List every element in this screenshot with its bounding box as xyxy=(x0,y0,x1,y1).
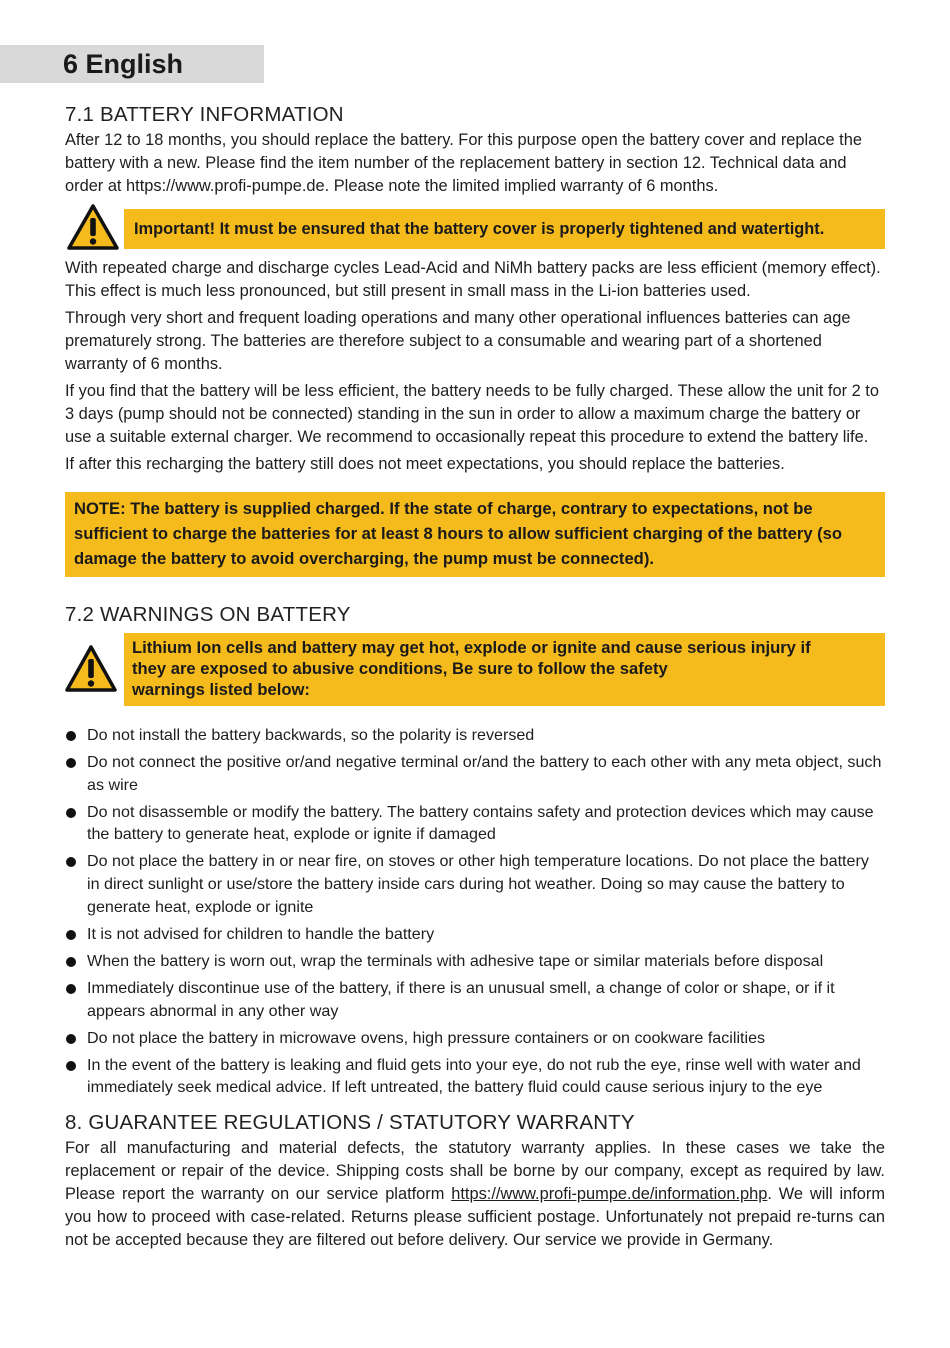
list-item: When the battery is worn out, wrap the terminals with adhesive tape or similar materials before disposal xyxy=(65,950,885,973)
note-callout: NOTE: The battery is supplied charged. If the state of charge, contrary to expectations, not be sufficient to charge the batteries for at least 8 hours to allow sufficient charging of the battery (so damage the battery to avoid overcharging, the pump must be connected). xyxy=(65,492,885,577)
section-7-1-intro: After 12 to 18 months, you should replace the battery. For this purpose open the battery cover and replace the battery with a new. Please find the item number of the replacement battery in section 12. Technical data and order at https://www.profi-pumpe.de. Please note the limited implied warranty of 6 months. xyxy=(65,131,862,195)
section-8-title: 8. GUARANTEE REGULATIONS / STATUTORY WARRANTY xyxy=(65,1110,635,1134)
service-platform-link[interactable]: https://www.profi-pumpe.de/information.php xyxy=(451,1184,768,1203)
section-7-1-para-3: If you find that the battery will be less efficient, the battery needs to be fully charged. These allow the unit for 2 to 3 days (pump should not be connected) standing in the sun in order to allow a maximum charge the battery or use a suitable external charger. We recommend to occasionally repeat this procedure to extend the battery life. xyxy=(65,382,879,446)
list-item: It is not advised for children to handle the battery xyxy=(65,923,885,946)
list-item: Do not place the battery in microwave ovens, high pressure containers or on cookware facilities xyxy=(65,1027,885,1050)
list-item: Do not disassemble or modify the battery. The battery contains safety and protection devices which may cause the battery to generate heat, explode or ignite if damaged xyxy=(65,801,885,846)
battery-warnings-list xyxy=(65,724,885,1099)
list-item: Do not connect the positive or/and negative terminal or/and the battery to each other with any meta object, such as wire xyxy=(65,751,885,796)
section-8-text-after-link: . We will inform you how to proceed with case-related. Returns please sufficient postage. Unfortunately not prepaid re-turns can not be accepted because they are filtered out before delivery. Our service we provide in Germany. xyxy=(65,1184,885,1249)
warning-triangle-icon xyxy=(67,204,119,250)
section-7-1-para-4: If after this recharging the battery still does not meet expectations, you should replace the batteries. xyxy=(65,455,785,473)
warning-triangle-icon xyxy=(65,645,117,693)
list-item: Do not place the battery in or near fire, on stoves or other high temperature locations. Do not place the battery in direct sunlight or use/store the battery inside cars during hot weather. Doing so may cause the battery to generate heat, explode or ignite xyxy=(65,850,885,918)
page-header-label: 6 English xyxy=(63,49,184,79)
important-text: Important! It must be ensured that the battery cover is properly tightened and watertight. xyxy=(124,209,885,249)
list-item: Do not install the battery backwards, so the polarity is reversed xyxy=(65,724,885,747)
section-7-1-para-2: Through very short and frequent loading operations and many other operational influences batteries can age prematurely strong. The batteries are therefore subject to a consumable and wearing part of a shortened warranty of 6 months. xyxy=(65,309,851,373)
battery-warning-line-1: Lithium Ion cells and battery may get hot, explode or ignite and cause serious injury if xyxy=(132,638,811,657)
main-content xyxy=(65,103,885,1252)
section-8-text xyxy=(65,1137,885,1252)
battery-warning-text xyxy=(124,633,885,706)
page-header-tab xyxy=(0,45,264,83)
battery-warning-callout xyxy=(65,633,885,706)
list-item: Immediately discontinue use of the battery, if there is an unusual smell, a change of color or shape, or if it appears abnormal in any other way xyxy=(65,977,885,1022)
battery-warning-line-3: warnings listed below: xyxy=(132,680,310,699)
section-8-text-before-link: For all manufacturing and material defects, the statutory warranty applies. In these cases we take the replacement or repair of the device. Shipping costs shall be borne by our company, except as required by law. Please report the warranty on our service platform xyxy=(65,1138,885,1203)
section-7-1-para-1: With repeated charge and discharge cycles Lead-Acid and NiMh battery packs are less efficient (memory effect). This effect is much less pronounced, but still present in small mass in the Li-ion batteries used. xyxy=(65,259,881,300)
important-callout xyxy=(65,209,885,254)
list-item: In the event of the battery is leaking and fluid gets into your eye, do not rub the eye, rinse well with water and immediately seek medical advice. If left untreated, the battery fluid could cause serious injury to the eye xyxy=(65,1054,885,1099)
section-7-2-title: 7.2 WARNINGS ON BATTERY xyxy=(65,603,351,626)
section-7-1-title: 7.1 BATTERY INFORMATION xyxy=(65,103,344,126)
battery-warning-line-2: they are exposed to abusive conditions, Be sure to follow the safety xyxy=(132,659,668,678)
